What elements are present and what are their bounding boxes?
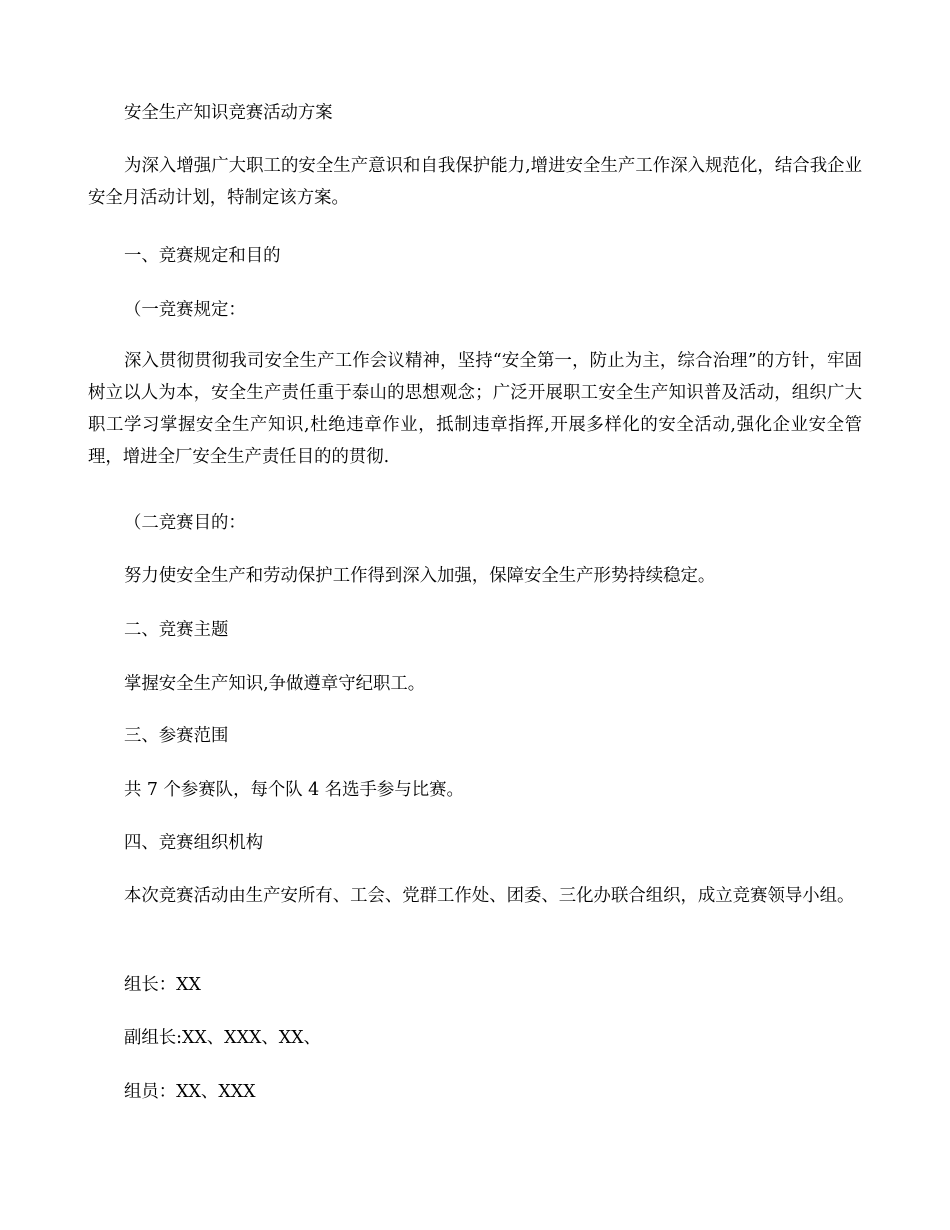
intro-paragraph: 为深入增强广大职工的安全生产意识和自我保护能力,增进安全生产工作深入规范化，结合我企业安全月活动计划，特制定该方案。	[88, 156, 862, 208]
section4-heading: 四、竞赛组织机构	[124, 833, 264, 853]
members-line: 组员：XX、XXX	[124, 1082, 256, 1102]
section1-sub2-heading: （二竞赛目的：	[124, 513, 246, 533]
section3-body: 共 7 个参赛队，每个队 4 名选手参与比赛。	[124, 780, 464, 800]
deputy-leader-line: 副组长:XX、XXX、XX、	[124, 1028, 321, 1048]
section1-sub2-body: 努力使安全生产和劳动保护工作得到深入加强，保障安全生产形势持续稳定。	[124, 566, 716, 586]
section2-body: 掌握安全生产知识,争做遵章守纪职工。	[124, 674, 426, 694]
section4-body: 本次竞赛活动由生产安所有、工会、党群工作处、团委、三化办联合组织，成立竞赛领导小组。	[124, 886, 855, 906]
leader-line: 组长：XX	[124, 975, 201, 995]
section3-heading: 三、参赛范围	[124, 726, 229, 746]
section2-heading: 二、竞赛主题	[124, 620, 229, 640]
section1-heading: 一、竞赛规定和目的	[124, 246, 281, 266]
section1-sub1-heading: （一竞赛规定：	[124, 300, 246, 320]
document-title: 安全生产知识竞赛活动方案	[124, 103, 333, 123]
section1-sub1-body: 深入贯彻贯彻我司安全生产工作会议精神，坚持“安全第一，防止为主，综合治理”的方针，牢固树立以人为本，安全生产责任重于泰山的思想观念；广泛开展职工安全生产知识普及活动，组织广大职工学习掌握安全生产知识,杜绝违章作业，抵制违章指挥,开展多样化的安全活动,强化企业安全管理，增进全厂安全生产责任目的的贯彻.	[88, 351, 862, 467]
